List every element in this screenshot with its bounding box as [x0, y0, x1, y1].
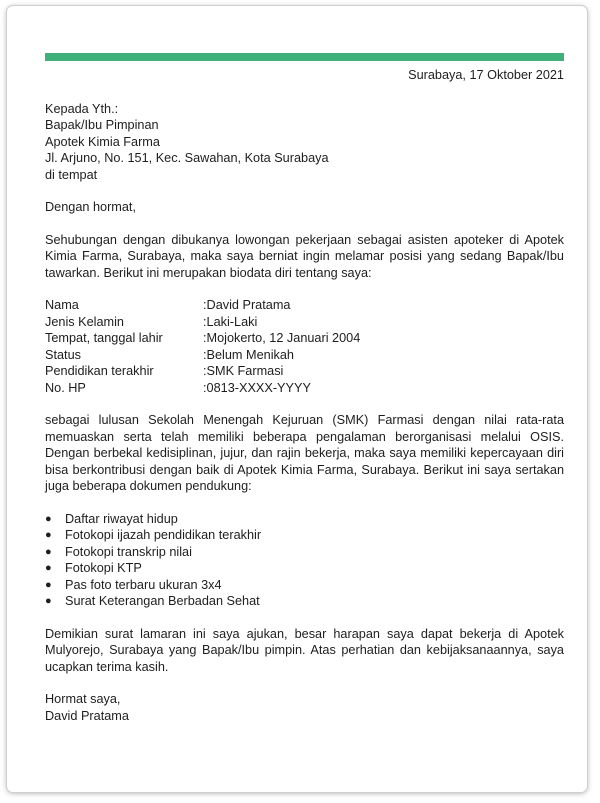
- recipient-line: Kepada Yth.:: [45, 101, 119, 116]
- body-paragraph: sebagai lulusan Sekolah Menengah Kejuruan (SMK) Farmasi dengan nilai rata-rata memuaskan serta telah memiliki beberapa pengalaman berorganisasi melalui OSIS. Dengan berbekal kedisiplinan, jujur, dan rajin bekerja, maka saya memiliki kepercayaan diri bisa berkontribusi dengan baik di Apotek Kimia Farma, Surabaya. Berikut ini saya sertakan juga beberapa dokumen pendukung:: [45, 413, 564, 493]
- biodata-colon: :: [203, 314, 207, 329]
- recipient-line: Bapak/Ibu Pimpinan: [45, 118, 159, 132]
- biodata-label: Tempat, tanggal lahir: [45, 331, 163, 345]
- document-label: Pas foto terbaru ukuran 3x4: [65, 577, 222, 592]
- document-list-item: [45, 593, 564, 610]
- biodata-value: Belum Menikah: [206, 347, 294, 362]
- document-list: [45, 511, 564, 610]
- document-label: Fotokopi ijazah pendidikan terakhir: [65, 528, 262, 542]
- biodata-value: David Pratama: [206, 298, 291, 312]
- signoff: Hormat saya,: [45, 692, 121, 706]
- document-list-item: [45, 577, 564, 594]
- biodata-row: [45, 363, 564, 380]
- letter-page: [7, 6, 587, 792]
- biodata-table: [45, 297, 564, 396]
- signature-name: David Pratama: [45, 708, 129, 723]
- biodata-value: Laki-Laki: [206, 314, 258, 329]
- document-list-item: [45, 560, 564, 577]
- biodata-colon: :: [203, 347, 207, 362]
- biodata-row: [45, 347, 564, 364]
- biodata-label: Nama: [45, 298, 79, 312]
- bullet-icon: ●: [45, 512, 52, 525]
- biodata-colon: :: [203, 364, 207, 378]
- recipient-line: Jl. Arjuno, No. 151, Kec. Sawahan, Kota Surabaya: [45, 151, 329, 165]
- bullet-icon: ●: [45, 578, 52, 591]
- document-list-item: [45, 544, 564, 561]
- document-list-item: [45, 527, 564, 544]
- document-label: Fotokopi transkrip nilai: [65, 544, 192, 559]
- biodata-colon: :: [203, 380, 207, 395]
- bullet-icon: ●: [45, 595, 52, 607]
- document-label: Fotokopi KTP: [65, 561, 142, 575]
- bullet-icon: ●: [45, 529, 52, 541]
- greeting: Dengan hormat,: [45, 200, 136, 214]
- biodata-label: Pendidikan terakhir: [45, 364, 154, 378]
- document-label: Daftar riwayat hidup: [65, 511, 178, 526]
- biodata-colon: :: [203, 298, 207, 312]
- document-label: Surat Keterangan Berbadan Sehat: [65, 594, 260, 608]
- biodata-value: SMK Farmasi: [206, 364, 284, 378]
- biodata-row: [45, 380, 564, 397]
- recipient-block: [45, 101, 564, 184]
- biodata-label: Jenis Kelamin: [45, 314, 124, 329]
- biodata-row: [45, 314, 564, 331]
- closing-paragraph: Demikian surat lamaran ini saya ajukan, besar harapan saya dapat bekerja di Apotek Mulyorejo, Surabaya yang Bapak/Ibu pimpin. Atas perhatian dan kebijaksanaannya, saya ucapkan terima kasih.: [45, 626, 564, 674]
- biodata-colon: :: [203, 331, 207, 345]
- bullet-icon: ●: [45, 562, 52, 574]
- place-date: Surabaya, 17 Oktober 2021: [408, 68, 564, 82]
- recipient-line: Apotek Kimia Farma: [45, 134, 160, 149]
- intro-paragraph: Sehubungan dengan dibukanya lowongan pekerjaan sebagai asisten apoteker di Apotek Kimia Farma, Surabaya, maka saya berniat ingin melamar posisi yang sedang Bapak/Ibu tawarkan. Berikut ini merupakan biodata diri tentang saya:: [45, 232, 564, 280]
- biodata-label: No. HP: [45, 380, 86, 395]
- biodata-value: Mojokerto, 12 Januari 2004: [206, 331, 361, 345]
- document-list-item: [45, 511, 564, 528]
- biodata-row: [45, 330, 564, 347]
- biodata-label: Status: [45, 347, 81, 362]
- biodata-row: [45, 297, 564, 314]
- accent-bar: [45, 53, 564, 61]
- biodata-value: 0813-XXXX-YYYY: [206, 380, 311, 395]
- bullet-icon: ●: [45, 545, 52, 558]
- letter-content: [45, 67, 564, 724]
- recipient-line: di tempat: [45, 167, 98, 182]
